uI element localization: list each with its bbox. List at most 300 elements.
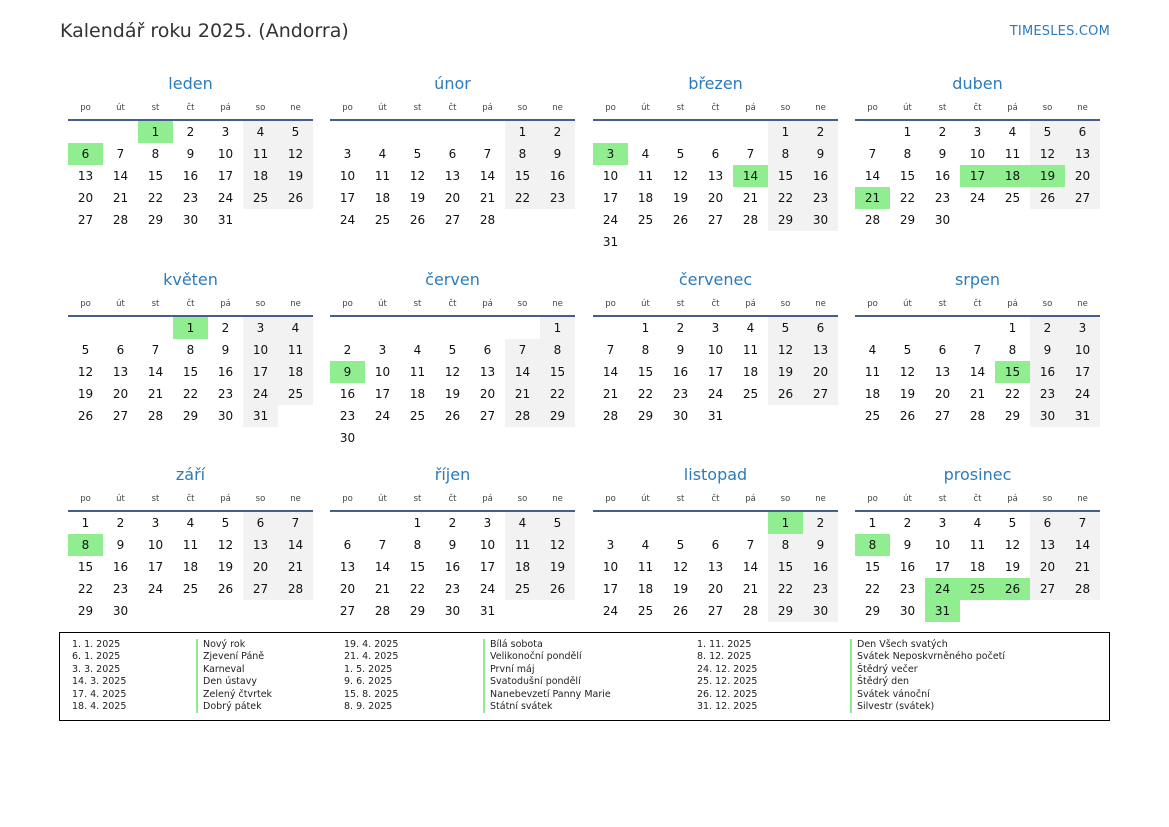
day-cell[interactable]: 4	[186, 516, 195, 530]
day-cell[interactable]: 19	[899, 387, 916, 401]
day-cell[interactable]: 2	[1030, 316, 1065, 339]
day-cell[interactable]: 13	[1065, 143, 1100, 165]
day-cell[interactable]: 9	[540, 143, 575, 165]
day-cell[interactable]: 8	[68, 534, 103, 556]
day-cell[interactable]: 17	[243, 361, 278, 383]
day-cell[interactable]: 11	[505, 534, 540, 556]
day-cell[interactable]: 15	[995, 361, 1030, 383]
day-cell[interactable]: 22	[768, 578, 803, 600]
day-cell[interactable]: 19	[768, 361, 803, 383]
day-cell[interactable]: 6	[448, 147, 457, 161]
day-cell[interactable]: 18	[505, 556, 540, 578]
day-cell[interactable]: 27	[112, 409, 129, 423]
day-cell[interactable]: 2	[803, 120, 838, 143]
day-cell[interactable]: 4	[641, 538, 650, 552]
day-cell[interactable]: 2	[803, 511, 838, 534]
day-cell[interactable]: 8	[855, 534, 890, 556]
day-cell[interactable]: 22	[505, 187, 540, 209]
day-cell[interactable]: 2	[186, 125, 195, 139]
day-cell[interactable]: 14	[112, 169, 129, 183]
day-cell[interactable]: 26	[409, 213, 426, 227]
day-cell[interactable]: 21	[602, 387, 619, 401]
day-cell[interactable]: 17	[707, 365, 724, 379]
day-cell[interactable]: 9	[803, 143, 838, 165]
day-cell[interactable]: 4	[641, 147, 650, 161]
day-cell[interactable]: 3	[711, 321, 720, 335]
day-cell[interactable]: 30	[1030, 405, 1065, 427]
day-cell[interactable]: 26	[278, 187, 313, 209]
day-cell[interactable]: 21	[112, 191, 129, 205]
day-cell[interactable]: 24	[925, 578, 960, 600]
day-cell[interactable]: 11	[637, 560, 654, 574]
day-cell[interactable]: 17	[374, 387, 391, 401]
day-cell[interactable]: 31	[217, 213, 234, 227]
day-cell[interactable]: 25	[742, 387, 759, 401]
day-cell[interactable]: 7	[1065, 511, 1100, 534]
day-cell[interactable]: 1	[505, 120, 540, 143]
day-cell[interactable]: 26	[995, 578, 1030, 600]
day-cell[interactable]: 3	[378, 343, 387, 357]
day-cell[interactable]: 28	[112, 213, 129, 227]
day-cell[interactable]: 12	[899, 365, 916, 379]
day-cell[interactable]: 13	[803, 339, 838, 361]
day-cell[interactable]: 13	[444, 169, 461, 183]
day-cell[interactable]: 23	[339, 409, 356, 423]
day-cell[interactable]: 11	[742, 343, 759, 357]
day-cell[interactable]: 27	[934, 409, 951, 423]
day-cell[interactable]: 4	[378, 147, 387, 161]
day-cell[interactable]: 2	[343, 343, 352, 357]
day-cell[interactable]: 23	[803, 578, 838, 600]
day-cell[interactable]: 31	[925, 600, 960, 622]
day-cell[interactable]: 16	[217, 365, 234, 379]
day-cell[interactable]: 17	[1065, 361, 1100, 383]
day-cell[interactable]: 19	[77, 387, 94, 401]
day-cell[interactable]: 26	[899, 409, 916, 423]
day-cell[interactable]: 11	[243, 143, 278, 165]
day-cell[interactable]: 28	[864, 213, 881, 227]
day-cell[interactable]: 7	[151, 343, 160, 357]
day-cell[interactable]: 20	[934, 387, 951, 401]
day-cell[interactable]: 31	[243, 405, 278, 427]
day-cell[interactable]: 26	[1030, 187, 1065, 209]
day-cell[interactable]: 15	[147, 169, 164, 183]
day-cell[interactable]: 26	[217, 582, 234, 596]
day-cell[interactable]: 29	[540, 405, 575, 427]
day-cell[interactable]: 20	[479, 387, 496, 401]
day-cell[interactable]: 14	[742, 560, 759, 574]
day-cell[interactable]: 5	[413, 147, 422, 161]
day-cell[interactable]: 6	[68, 143, 103, 165]
day-cell[interactable]: 18	[637, 582, 654, 596]
day-cell[interactable]: 4	[505, 511, 540, 534]
day-cell[interactable]: 12	[1030, 143, 1065, 165]
day-cell[interactable]: 23	[934, 191, 951, 205]
day-cell[interactable]: 15	[540, 361, 575, 383]
day-cell[interactable]: 21	[1065, 556, 1100, 578]
day-cell[interactable]: 21	[278, 556, 313, 578]
day-cell[interactable]: 14	[505, 361, 540, 383]
day-cell[interactable]: 13	[934, 365, 951, 379]
day-cell[interactable]: 15	[77, 560, 94, 574]
day-cell[interactable]: 6	[243, 511, 278, 534]
day-cell[interactable]: 3	[593, 143, 628, 165]
day-cell[interactable]: 23	[672, 387, 689, 401]
day-cell[interactable]: 27	[1030, 578, 1065, 600]
day-cell[interactable]: 2	[938, 125, 947, 139]
day-cell[interactable]: 3	[938, 516, 947, 530]
day-cell[interactable]: 8	[768, 143, 803, 165]
day-cell[interactable]: 30	[899, 604, 916, 618]
day-cell[interactable]: 9	[116, 538, 125, 552]
day-cell[interactable]: 16	[444, 560, 461, 574]
day-cell[interactable]: 7	[378, 538, 387, 552]
day-cell[interactable]: 30	[444, 604, 461, 618]
day-cell[interactable]: 17	[339, 191, 356, 205]
day-cell[interactable]: 27	[339, 604, 356, 618]
day-cell[interactable]: 6	[938, 343, 947, 357]
day-cell[interactable]: 11	[409, 365, 426, 379]
day-cell[interactable]: 19	[672, 582, 689, 596]
day-cell[interactable]: 31	[602, 235, 619, 249]
day-cell[interactable]: 11	[1004, 147, 1021, 161]
day-cell[interactable]: 30	[672, 409, 689, 423]
day-cell[interactable]: 2	[448, 516, 457, 530]
day-cell[interactable]: 7	[483, 147, 492, 161]
day-cell[interactable]: 13	[707, 169, 724, 183]
day-cell[interactable]: 13	[243, 534, 278, 556]
day-cell[interactable]: 30	[182, 213, 199, 227]
day-cell[interactable]: 27	[444, 213, 461, 227]
day-cell[interactable]: 29	[864, 604, 881, 618]
day-cell[interactable]: 15	[899, 169, 916, 183]
day-cell[interactable]: 29	[637, 409, 654, 423]
day-cell[interactable]: 1	[540, 316, 575, 339]
day-cell[interactable]: 3	[151, 516, 160, 530]
day-cell[interactable]: 30	[803, 600, 838, 622]
day-cell[interactable]: 20	[444, 191, 461, 205]
day-cell[interactable]: 11	[969, 538, 986, 552]
day-cell[interactable]: 16	[672, 365, 689, 379]
day-cell[interactable]: 12	[409, 169, 426, 183]
day-cell[interactable]: 28	[742, 604, 759, 618]
day-cell[interactable]: 3	[606, 538, 615, 552]
day-cell[interactable]: 14	[374, 560, 391, 574]
day-cell[interactable]: 24	[1065, 383, 1100, 405]
day-cell[interactable]: 24	[339, 213, 356, 227]
day-cell[interactable]: 8	[1008, 343, 1017, 357]
day-cell[interactable]: 5	[768, 316, 803, 339]
day-cell[interactable]: 1	[641, 321, 650, 335]
day-cell[interactable]: 28	[505, 405, 540, 427]
day-cell[interactable]: 24	[374, 409, 391, 423]
day-cell[interactable]: 24	[479, 582, 496, 596]
day-cell[interactable]: 3	[973, 125, 982, 139]
day-cell[interactable]: 29	[147, 213, 164, 227]
day-cell[interactable]: 4	[413, 343, 422, 357]
day-cell[interactable]: 18	[742, 365, 759, 379]
day-cell[interactable]: 18	[243, 165, 278, 187]
day-cell[interactable]: 17	[602, 191, 619, 205]
day-cell[interactable]: 8	[768, 534, 803, 556]
day-cell[interactable]: 17	[960, 165, 995, 187]
day-cell[interactable]: 21	[479, 191, 496, 205]
day-cell[interactable]: 22	[1004, 387, 1021, 401]
day-cell[interactable]: 2	[540, 120, 575, 143]
day-cell[interactable]: 11	[182, 538, 199, 552]
day-cell[interactable]: 20	[707, 191, 724, 205]
day-cell[interactable]: 6	[1030, 511, 1065, 534]
day-cell[interactable]: 10	[479, 538, 496, 552]
day-cell[interactable]: 5	[676, 147, 685, 161]
day-cell[interactable]: 2	[116, 516, 125, 530]
day-cell[interactable]: 29	[768, 209, 803, 231]
day-cell[interactable]: 9	[903, 538, 912, 552]
day-cell[interactable]: 23	[182, 191, 199, 205]
day-cell[interactable]: 3	[243, 316, 278, 339]
day-cell[interactable]: 12	[77, 365, 94, 379]
day-cell[interactable]: 14	[864, 169, 881, 183]
day-cell[interactable]: 8	[641, 343, 650, 357]
day-cell[interactable]: 22	[182, 387, 199, 401]
day-cell[interactable]: 5	[676, 538, 685, 552]
day-cell[interactable]: 14	[278, 534, 313, 556]
day-cell[interactable]: 10	[1065, 339, 1100, 361]
day-cell[interactable]: 28	[147, 409, 164, 423]
day-cell[interactable]: 9	[676, 343, 685, 357]
day-cell[interactable]: 18	[374, 191, 391, 205]
day-cell[interactable]: 6	[343, 538, 352, 552]
day-cell[interactable]: 2	[221, 321, 230, 335]
day-cell[interactable]: 15	[409, 560, 426, 574]
day-cell[interactable]: 23	[803, 187, 838, 209]
day-cell[interactable]: 19	[409, 191, 426, 205]
day-cell[interactable]: 5	[1008, 516, 1017, 530]
day-cell[interactable]: 23	[899, 582, 916, 596]
day-cell[interactable]: 16	[934, 169, 951, 183]
day-cell[interactable]: 7	[746, 538, 755, 552]
day-cell[interactable]: 13	[479, 365, 496, 379]
day-cell[interactable]: 22	[637, 387, 654, 401]
day-cell[interactable]: 18	[864, 387, 881, 401]
day-cell[interactable]: 28	[278, 578, 313, 600]
day-cell[interactable]: 30	[339, 431, 356, 445]
day-cell[interactable]: 14	[1065, 534, 1100, 556]
day-cell[interactable]: 23	[444, 582, 461, 596]
day-cell[interactable]: 9	[803, 534, 838, 556]
day-cell[interactable]: 25	[374, 213, 391, 227]
day-cell[interactable]: 18	[969, 560, 986, 574]
day-cell[interactable]: 24	[147, 582, 164, 596]
day-cell[interactable]: 12	[278, 143, 313, 165]
day-cell[interactable]: 10	[374, 365, 391, 379]
day-cell[interactable]: 24	[602, 604, 619, 618]
day-cell[interactable]: 29	[409, 604, 426, 618]
day-cell[interactable]: 25	[960, 578, 995, 600]
day-cell[interactable]: 19	[672, 191, 689, 205]
day-cell[interactable]: 4	[1008, 125, 1017, 139]
day-cell[interactable]: 25	[637, 213, 654, 227]
day-cell[interactable]: 12	[672, 169, 689, 183]
day-cell[interactable]: 30	[217, 409, 234, 423]
day-cell[interactable]: 21	[374, 582, 391, 596]
day-cell[interactable]: 5	[903, 343, 912, 357]
day-cell[interactable]: 25	[505, 578, 540, 600]
day-cell[interactable]: 4	[278, 316, 313, 339]
day-cell[interactable]: 27	[803, 383, 838, 405]
day-cell[interactable]: 10	[243, 339, 278, 361]
day-cell[interactable]: 3	[1065, 316, 1100, 339]
day-cell[interactable]: 3	[221, 125, 230, 139]
day-cell[interactable]: 10	[934, 538, 951, 552]
day-cell[interactable]: 17	[217, 169, 234, 183]
day-cell[interactable]: 8	[505, 143, 540, 165]
day-cell[interactable]: 8	[186, 343, 195, 357]
day-cell[interactable]: 17	[934, 560, 951, 574]
day-cell[interactable]: 14	[479, 169, 496, 183]
day-cell[interactable]: 31	[479, 604, 496, 618]
day-cell[interactable]: 13	[339, 560, 356, 574]
day-cell[interactable]: 7	[973, 343, 982, 357]
day-cell[interactable]: 9	[186, 147, 195, 161]
day-cell[interactable]: 25	[637, 604, 654, 618]
day-cell[interactable]: 12	[540, 534, 575, 556]
day-cell[interactable]: 28	[374, 604, 391, 618]
day-cell[interactable]: 27	[479, 409, 496, 423]
day-cell[interactable]: 13	[112, 365, 129, 379]
day-cell[interactable]: 15	[768, 556, 803, 578]
day-cell[interactable]: 16	[112, 560, 129, 574]
day-cell[interactable]: 20	[1030, 556, 1065, 578]
day-cell[interactable]: 18	[637, 191, 654, 205]
day-cell[interactable]: 12	[672, 560, 689, 574]
day-cell[interactable]: 19	[1030, 165, 1065, 187]
day-cell[interactable]: 14	[733, 165, 768, 187]
day-cell[interactable]: 5	[540, 511, 575, 534]
day-cell[interactable]: 8	[151, 147, 160, 161]
day-cell[interactable]: 13	[707, 560, 724, 574]
day-cell[interactable]: 21	[855, 187, 890, 209]
day-cell[interactable]: 22	[540, 383, 575, 405]
day-cell[interactable]: 1	[1008, 321, 1017, 335]
day-cell[interactable]: 22	[864, 582, 881, 596]
day-cell[interactable]: 27	[243, 578, 278, 600]
day-cell[interactable]: 16	[803, 556, 838, 578]
day-cell[interactable]: 28	[479, 213, 496, 227]
day-cell[interactable]: 8	[903, 147, 912, 161]
day-cell[interactable]: 15	[768, 165, 803, 187]
day-cell[interactable]: 14	[969, 365, 986, 379]
day-cell[interactable]: 9	[448, 538, 457, 552]
day-cell[interactable]: 10	[969, 147, 986, 161]
day-cell[interactable]: 27	[707, 604, 724, 618]
day-cell[interactable]: 25	[278, 383, 313, 405]
day-cell[interactable]: 6	[711, 538, 720, 552]
day-cell[interactable]: 7	[868, 147, 877, 161]
day-cell[interactable]: 10	[147, 538, 164, 552]
day-cell[interactable]: 16	[339, 387, 356, 401]
day-cell[interactable]: 29	[77, 604, 94, 618]
day-cell[interactable]: 1	[138, 120, 173, 143]
day-cell[interactable]: 11	[374, 169, 391, 183]
day-cell[interactable]: 13	[1030, 534, 1065, 556]
day-cell[interactable]: 26	[768, 383, 803, 405]
day-cell[interactable]: 24	[707, 387, 724, 401]
day-cell[interactable]: 10	[217, 147, 234, 161]
day-cell[interactable]: 17	[479, 560, 496, 574]
day-cell[interactable]: 8	[413, 538, 422, 552]
day-cell[interactable]: 25	[864, 409, 881, 423]
brand-link[interactable]: TIMESLES.COM	[1009, 24, 1110, 39]
day-cell[interactable]: 20	[339, 582, 356, 596]
day-cell[interactable]: 15	[505, 165, 540, 187]
day-cell[interactable]: 29	[768, 600, 803, 622]
day-cell[interactable]: 10	[339, 169, 356, 183]
day-cell[interactable]: 29	[182, 409, 199, 423]
day-cell[interactable]: 28	[742, 213, 759, 227]
day-cell[interactable]: 15	[864, 560, 881, 574]
day-cell[interactable]: 19	[444, 387, 461, 401]
day-cell[interactable]: 30	[934, 213, 951, 227]
day-cell[interactable]: 19	[1004, 560, 1021, 574]
day-cell[interactable]: 1	[173, 316, 208, 339]
day-cell[interactable]: 5	[1030, 120, 1065, 143]
day-cell[interactable]: 8	[540, 339, 575, 361]
day-cell[interactable]: 6	[116, 343, 125, 357]
day-cell[interactable]: 5	[81, 343, 90, 357]
day-cell[interactable]: 16	[1030, 361, 1065, 383]
day-cell[interactable]: 25	[409, 409, 426, 423]
day-cell[interactable]: 27	[1065, 187, 1100, 209]
day-cell[interactable]: 9	[938, 147, 947, 161]
day-cell[interactable]: 20	[112, 387, 129, 401]
day-cell[interactable]: 18	[409, 387, 426, 401]
day-cell[interactable]: 28	[969, 409, 986, 423]
day-cell[interactable]: 30	[803, 209, 838, 231]
day-cell[interactable]: 24	[969, 191, 986, 205]
day-cell[interactable]: 23	[217, 387, 234, 401]
day-cell[interactable]: 24	[602, 213, 619, 227]
day-cell[interactable]: 7	[746, 147, 755, 161]
day-cell[interactable]: 15	[182, 365, 199, 379]
day-cell[interactable]: 26	[672, 213, 689, 227]
day-cell[interactable]: 9	[221, 343, 230, 357]
day-cell[interactable]: 19	[217, 560, 234, 574]
day-cell[interactable]: 13	[77, 169, 94, 183]
day-cell[interactable]: 9	[1030, 339, 1065, 361]
day-cell[interactable]: 24	[243, 383, 278, 405]
day-cell[interactable]: 10	[602, 169, 619, 183]
day-cell[interactable]: 6	[803, 316, 838, 339]
day-cell[interactable]: 26	[540, 578, 575, 600]
day-cell[interactable]: 29	[899, 213, 916, 227]
day-cell[interactable]: 23	[1030, 383, 1065, 405]
day-cell[interactable]: 11	[864, 365, 881, 379]
day-cell[interactable]: 5	[221, 516, 230, 530]
day-cell[interactable]: 5	[278, 120, 313, 143]
day-cell[interactable]: 12	[444, 365, 461, 379]
day-cell[interactable]: 14	[602, 365, 619, 379]
day-cell[interactable]: 1	[768, 511, 803, 534]
day-cell[interactable]: 5	[448, 343, 457, 357]
day-cell[interactable]: 1	[868, 516, 877, 530]
day-cell[interactable]: 4	[868, 343, 877, 357]
day-cell[interactable]: 11	[278, 339, 313, 361]
day-cell[interactable]: 20	[707, 582, 724, 596]
day-cell[interactable]: 18	[278, 361, 313, 383]
day-cell[interactable]: 20	[803, 361, 838, 383]
day-cell[interactable]: 26	[444, 409, 461, 423]
